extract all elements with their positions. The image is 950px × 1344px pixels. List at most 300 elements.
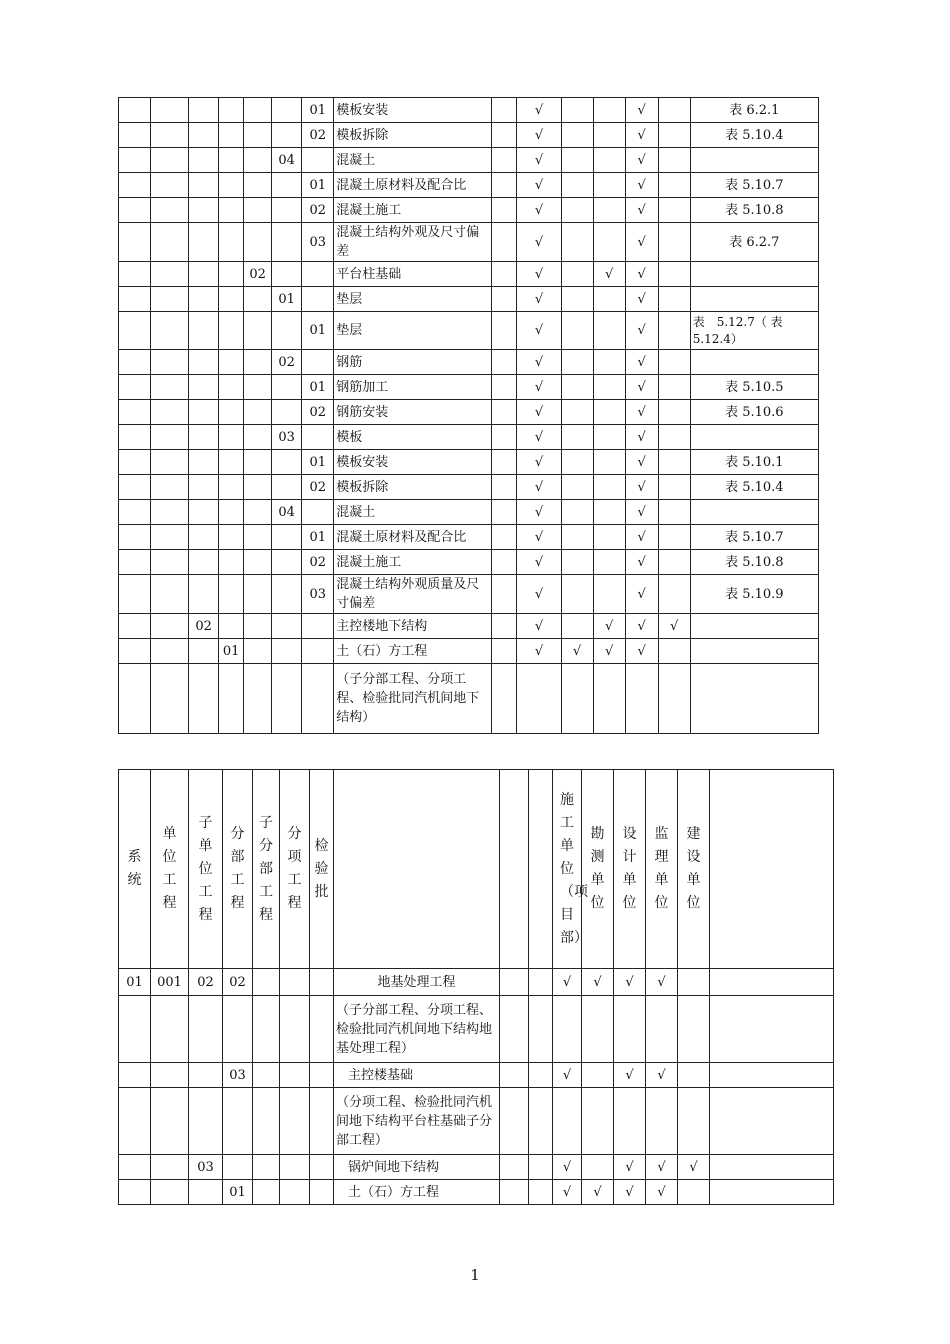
cell-sub-unit: 02	[189, 969, 223, 996]
check-supervision: √	[646, 1180, 678, 1205]
cell-name: 模板拆除	[334, 123, 492, 148]
check-supervision: √	[625, 450, 658, 475]
check-survey	[561, 614, 593, 639]
cell-sub-unit	[189, 450, 219, 475]
table-row	[119, 969, 834, 996]
check-owner	[658, 198, 690, 223]
check-supervision: √	[646, 969, 678, 996]
cell-name: 钢筋加工	[334, 375, 492, 400]
cell-inspection-lot: 01	[302, 173, 334, 198]
cell-inspection-lot	[302, 500, 334, 525]
check-survey	[561, 262, 593, 287]
cell-reference: 表 6.2.1	[690, 98, 818, 123]
cell-item	[272, 173, 302, 198]
header-construction: 施工单位（项目部）	[553, 770, 582, 969]
check-construction: √	[517, 262, 561, 287]
check-construction: √	[517, 198, 561, 223]
cell-division: 01	[223, 1180, 253, 1205]
header-row	[119, 770, 834, 969]
cell-name: 垫层	[334, 287, 492, 312]
cell-system	[119, 400, 151, 425]
cell	[593, 664, 625, 734]
check-owner	[658, 287, 690, 312]
cell-division	[219, 550, 244, 575]
cell-name: 土（石）方工程	[334, 639, 492, 664]
cell-item: 04	[272, 148, 302, 173]
check-design: √	[593, 639, 625, 664]
cell-inspection-lot: 02	[302, 123, 334, 148]
table-row	[119, 123, 819, 148]
cell-name: 模板安装	[334, 450, 492, 475]
table-row	[119, 375, 819, 400]
check-owner	[658, 425, 690, 450]
check-construction: √	[517, 575, 561, 614]
check-owner	[658, 550, 690, 575]
cell-sub-division	[244, 98, 272, 123]
check-survey	[561, 312, 593, 350]
check-supervision: √	[625, 148, 658, 173]
cell-sub-unit	[189, 148, 219, 173]
cell-sub-unit	[189, 425, 219, 450]
cell-division	[219, 525, 244, 550]
cell-division	[219, 312, 244, 350]
cell	[690, 664, 818, 734]
check-supervision: √	[625, 575, 658, 614]
cell-division	[219, 450, 244, 475]
cell-sub-unit	[189, 312, 219, 350]
cell-inspection-lot: 03	[302, 223, 334, 262]
check-construction: √	[517, 475, 561, 500]
check-owner	[658, 350, 690, 375]
cell-sub-division	[244, 400, 272, 425]
table-row	[119, 1088, 834, 1155]
quality-table-continued	[118, 97, 819, 734]
check-col-1	[492, 287, 517, 312]
cell-division	[219, 664, 244, 734]
table-row	[119, 148, 819, 173]
check-survey	[561, 223, 593, 262]
cell-inspection-lot	[302, 425, 334, 450]
cell-division	[219, 262, 244, 287]
check-design	[593, 575, 625, 614]
cell-reference: 表 5.10.5	[690, 375, 818, 400]
check-supervision: √	[625, 198, 658, 223]
check-design	[593, 287, 625, 312]
cell-sub-division	[244, 312, 272, 350]
check-supervision: √	[625, 350, 658, 375]
table-row	[119, 575, 819, 614]
cell-division	[219, 475, 244, 500]
cell-name: 钢筋	[334, 350, 492, 375]
table-row	[119, 400, 819, 425]
cell-unit	[151, 500, 189, 525]
cell-sub-division	[244, 550, 272, 575]
check-owner	[658, 173, 690, 198]
check-col-1	[492, 148, 517, 173]
cell-division	[219, 575, 244, 614]
table-row	[119, 173, 819, 198]
check-col-1	[492, 450, 517, 475]
check-construction: √	[517, 639, 561, 664]
cell-name: 锅炉间地下结构	[334, 1155, 500, 1180]
cell-unit	[151, 550, 189, 575]
table-row	[119, 262, 819, 287]
cell-name: 主控楼地下结构	[334, 614, 492, 639]
cell-unit: 001	[151, 969, 189, 996]
cell-sub-division	[244, 614, 272, 639]
cell-division	[219, 98, 244, 123]
check-supervision: √	[646, 1155, 678, 1180]
check-survey	[561, 375, 593, 400]
check-col-1	[492, 98, 517, 123]
check-supervision: √	[646, 1063, 678, 1088]
cell-sub-unit: 03	[189, 1155, 223, 1180]
cell-system	[119, 425, 151, 450]
header-ref	[710, 770, 834, 969]
page-number: 1	[470, 1266, 480, 1284]
cell-division: 01	[219, 639, 244, 664]
check-construction: √	[517, 173, 561, 198]
cell-system	[119, 525, 151, 550]
cell-name: 模板拆除	[334, 475, 492, 500]
cell-division	[219, 198, 244, 223]
check-supervision: √	[625, 262, 658, 287]
cell-inspection-lot: 02	[302, 475, 334, 500]
cell-unit	[151, 223, 189, 262]
check-design: √	[614, 1063, 646, 1088]
check-design	[593, 350, 625, 375]
check-col-1	[492, 575, 517, 614]
cell-system	[119, 223, 151, 262]
cell-sub-division	[244, 287, 272, 312]
check-supervision: √	[625, 500, 658, 525]
cell-inspection-lot: 02	[302, 550, 334, 575]
check-owner	[678, 969, 710, 996]
cell-unit	[151, 123, 189, 148]
cell-item	[272, 123, 302, 148]
cell-name: 主控楼基础	[334, 1063, 500, 1088]
check-col-1	[492, 500, 517, 525]
cell-sub-unit	[189, 173, 219, 198]
cell-reference	[690, 287, 818, 312]
check-col-1	[492, 475, 517, 500]
cell-division: 03	[223, 1063, 253, 1088]
cell-sub-division	[244, 575, 272, 614]
cell-division	[219, 123, 244, 148]
check-owner: √	[678, 1155, 710, 1180]
table-row	[119, 525, 819, 550]
check-owner	[658, 450, 690, 475]
check-col-1	[492, 550, 517, 575]
cell-name: 混凝土施工	[334, 198, 492, 223]
table-body	[119, 98, 819, 734]
check-owner	[658, 400, 690, 425]
check-col-1	[492, 425, 517, 450]
cell-sub-division	[244, 223, 272, 262]
cell-reference: 表 5.10.8	[690, 550, 818, 575]
cell-sub-division	[244, 123, 272, 148]
check-owner	[658, 500, 690, 525]
header-survey: 勘测单位	[582, 770, 614, 969]
cell-reference: 表 5.12.7（ 表 5.12.4）	[690, 312, 818, 350]
check-construction: √	[517, 400, 561, 425]
cell-sub-unit	[189, 550, 219, 575]
check-col-1	[492, 173, 517, 198]
cell-unit	[151, 98, 189, 123]
cell-item	[272, 312, 302, 350]
header-item: 分项工程	[280, 770, 310, 969]
cell-unit	[151, 262, 189, 287]
table-row	[119, 198, 819, 223]
cell-unit	[151, 475, 189, 500]
cell-inspection-lot	[302, 287, 334, 312]
header-name	[334, 770, 500, 969]
check-construction: √	[517, 287, 561, 312]
check-supervision: √	[625, 475, 658, 500]
cell-system	[119, 575, 151, 614]
table-row	[119, 1155, 834, 1180]
check-construction: √	[553, 1180, 582, 1205]
cell-unit	[151, 639, 189, 664]
cell-sub-division: 02	[244, 262, 272, 287]
check-survey	[561, 550, 593, 575]
cell-system	[119, 614, 151, 639]
cell-item	[272, 475, 302, 500]
cell-system	[119, 123, 151, 148]
table-row	[119, 425, 819, 450]
cell-unit	[151, 312, 189, 350]
cell-inspection-lot	[302, 148, 334, 173]
cell-sub-unit	[189, 198, 219, 223]
cell-unit	[151, 350, 189, 375]
cell-division: 02	[223, 969, 253, 996]
check-construction: √	[517, 223, 561, 262]
cell-reference: 表 5.10.9	[690, 575, 818, 614]
cell-unit	[151, 148, 189, 173]
cell-name: 混凝土	[334, 500, 492, 525]
cell-item	[272, 262, 302, 287]
table-row	[119, 1063, 834, 1088]
cell-sub-division	[244, 425, 272, 450]
check-supervision: √	[625, 173, 658, 198]
check-design	[593, 400, 625, 425]
check-survey	[561, 148, 593, 173]
check-supervision: √	[625, 525, 658, 550]
cell-unit	[151, 173, 189, 198]
check-construction: √	[553, 1155, 582, 1180]
cell-sub-unit	[189, 400, 219, 425]
cell-division	[219, 425, 244, 450]
cell-reference: 表 5.10.7	[690, 525, 818, 550]
check-supervision: √	[625, 550, 658, 575]
cell-system	[119, 312, 151, 350]
check-survey	[561, 123, 593, 148]
cell-unit	[151, 198, 189, 223]
check-survey	[582, 1063, 614, 1088]
cell-item: 04	[272, 500, 302, 525]
cell-unit	[151, 450, 189, 475]
check-construction: √	[517, 98, 561, 123]
check-col-1	[492, 639, 517, 664]
cell-reference	[690, 262, 818, 287]
check-owner	[658, 575, 690, 614]
cell-sub-unit	[189, 500, 219, 525]
cell-sub-unit	[189, 350, 219, 375]
header-unit-project: 单位工程	[151, 770, 189, 969]
check-supervision: √	[625, 639, 658, 664]
check-design	[593, 123, 625, 148]
check-supervision: √	[625, 400, 658, 425]
cell-unit	[151, 575, 189, 614]
cell-item	[272, 375, 302, 400]
cell-sub-unit	[189, 664, 219, 734]
check-owner	[658, 123, 690, 148]
cell-name: 混凝土施工	[334, 550, 492, 575]
cell-reference: 表 6.2.7	[690, 223, 818, 262]
cell-sub-division	[244, 500, 272, 525]
header-design: 设计单位	[614, 770, 646, 969]
table-row	[119, 614, 819, 639]
check-design	[593, 98, 625, 123]
check-construction: √	[517, 350, 561, 375]
check-supervision: √	[625, 375, 658, 400]
check-owner	[658, 639, 690, 664]
table-row	[119, 639, 819, 664]
cell-name: 混凝土原材料及配合比	[334, 173, 492, 198]
cell	[625, 664, 658, 734]
cell-system	[119, 475, 151, 500]
check-design	[593, 312, 625, 350]
cell-system	[119, 639, 151, 664]
cell-reference	[690, 639, 818, 664]
cell-note: （分项工程、检验批同汽机间地下结构平台柱基础子分部工程）	[334, 1088, 500, 1155]
cell-name: 混凝土	[334, 148, 492, 173]
table-row	[119, 475, 819, 500]
check-survey	[561, 98, 593, 123]
cell-sub-division	[244, 525, 272, 550]
check-survey	[561, 525, 593, 550]
check-col-1	[492, 312, 517, 350]
cell-sub-unit	[189, 262, 219, 287]
check-design	[593, 198, 625, 223]
cell-item	[272, 550, 302, 575]
cell-inspection-lot: 02	[302, 400, 334, 425]
check-owner	[658, 475, 690, 500]
check-survey	[561, 475, 593, 500]
cell-reference: 表 5.10.4	[690, 475, 818, 500]
check-design: √	[614, 969, 646, 996]
header-owner: 建设单位	[678, 770, 710, 969]
header-inspection-lot: 检验批	[310, 770, 334, 969]
table-row	[119, 223, 819, 262]
check-col-1	[492, 525, 517, 550]
check-col-1	[492, 400, 517, 425]
cell-reference	[690, 148, 818, 173]
header-division: 分部工程	[223, 770, 253, 969]
cell-name: 模板	[334, 425, 492, 450]
cell-unit	[151, 614, 189, 639]
check-construction: √	[553, 969, 582, 996]
check-design: √	[593, 262, 625, 287]
cell-reference	[690, 614, 818, 639]
check-construction: √	[517, 500, 561, 525]
check-construction: √	[517, 450, 561, 475]
check-survey	[561, 400, 593, 425]
check-construction: √	[517, 312, 561, 350]
cell-unit	[151, 525, 189, 550]
cell-sub-unit	[189, 287, 219, 312]
check-design: √	[614, 1155, 646, 1180]
check-survey	[582, 1155, 614, 1180]
cell-sub-division	[244, 450, 272, 475]
check-supervision: √	[625, 312, 658, 350]
cell-sub-unit	[189, 98, 219, 123]
cell-item: 01	[272, 287, 302, 312]
cell-item	[272, 198, 302, 223]
check-construction: √	[553, 1063, 582, 1088]
table-row	[119, 500, 819, 525]
cell-sub-unit: 02	[189, 614, 219, 639]
check-supervision: √	[625, 223, 658, 262]
cell-division	[219, 500, 244, 525]
cell-name: 混凝土结构外观及尺寸偏差	[334, 223, 492, 262]
table-row	[119, 98, 819, 123]
cell-name: 平台柱基础	[334, 262, 492, 287]
cell-sub-unit	[189, 525, 219, 550]
table-row	[119, 664, 819, 734]
cell-system	[119, 198, 151, 223]
check-survey	[561, 173, 593, 198]
cell-sub-division	[244, 639, 272, 664]
cell-sub-division	[244, 375, 272, 400]
cell-sub-division	[244, 475, 272, 500]
check-owner	[658, 223, 690, 262]
cell-reference: 表 5.10.6	[690, 400, 818, 425]
cell	[561, 664, 593, 734]
cell-item	[272, 575, 302, 614]
cell-item	[272, 400, 302, 425]
cell-reference: 表 5.10.7	[690, 173, 818, 198]
cell-sub-division	[244, 350, 272, 375]
check-design	[593, 475, 625, 500]
cell-item: 03	[272, 425, 302, 450]
cell-division	[219, 375, 244, 400]
check-supervision: √	[625, 98, 658, 123]
check-supervision: √	[625, 425, 658, 450]
check-owner: √	[658, 614, 690, 639]
cell-item	[272, 450, 302, 475]
check-design	[593, 500, 625, 525]
check-survey: √	[561, 639, 593, 664]
check-owner	[658, 375, 690, 400]
cell-inspection-lot: 01	[302, 525, 334, 550]
cell-division	[219, 148, 244, 173]
check-design: √	[614, 1180, 646, 1205]
check-supervision: √	[625, 287, 658, 312]
check-design	[593, 173, 625, 198]
cell-reference	[690, 425, 818, 450]
check-construction: √	[517, 375, 561, 400]
check-construction: √	[517, 525, 561, 550]
check-construction: √	[517, 614, 561, 639]
cell-division	[219, 287, 244, 312]
cell-division	[219, 173, 244, 198]
check-owner	[678, 1180, 710, 1205]
check-supervision: √	[625, 614, 658, 639]
cell-sub-division	[244, 198, 272, 223]
cell-item	[272, 223, 302, 262]
table-row	[119, 996, 834, 1063]
